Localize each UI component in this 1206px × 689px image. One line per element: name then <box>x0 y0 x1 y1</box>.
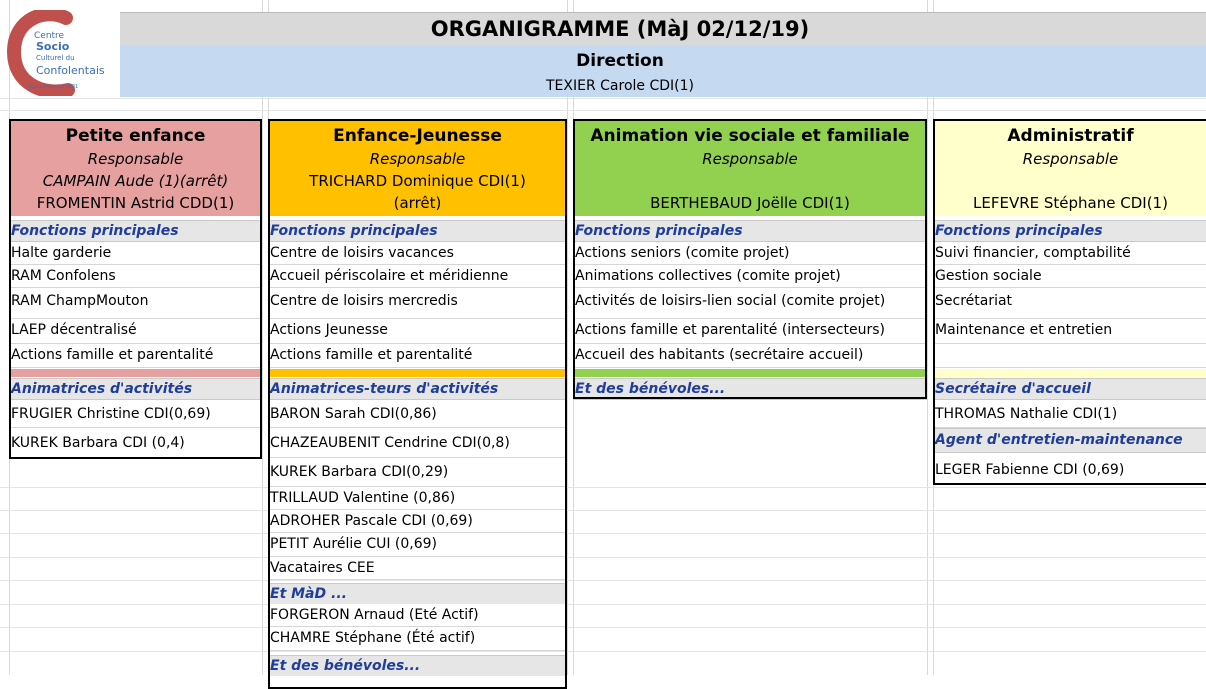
petite-enfance-section-fonctions: Fonctions principales <box>9 220 262 242</box>
table-row: KUREK Barbara CDI(0,29) <box>268 458 567 487</box>
list-item: Actions famille et parentalité (intersecteurs) <box>573 319 927 344</box>
list-item: Animations collectives (comite projet) <box>573 265 927 288</box>
list-item: RAM Confolens <box>9 265 262 288</box>
petite-enfance-header <box>9 119 262 216</box>
page-title: ORGANIGRAMME (MàJ 02/12/19) <box>430 17 810 41</box>
animation-header <box>573 119 927 216</box>
table-row: PETIT Aurélie CUI (0,69) <box>268 533 567 557</box>
table-row: BARON Sarah CDI(0,86) <box>268 400 567 428</box>
petite-enfance-name-1: CAMPAIN Aude (1)(arrêt) <box>42 172 229 190</box>
list-item: Actions famille et parentalité <box>9 344 262 368</box>
administratif-name-1 <box>935 170 1206 192</box>
administratif-role: Responsable <box>1022 150 1119 168</box>
animation-section-fonctions: Fonctions principales <box>573 220 927 242</box>
table-row: CHAMRE Stéphane (Été actif) <box>268 627 567 651</box>
enfance-jeunesse-section-fonctions: Fonctions principales <box>268 220 567 242</box>
administratif-name-2: LEFEVRE Stéphane CDI(1) <box>973 194 1168 212</box>
administratif-title: Administratif <box>1007 126 1134 146</box>
list-item: Halte garderie <box>9 242 262 265</box>
logo-line1: Centre <box>34 31 65 41</box>
animation-section-benevoles: Et des bénévoles... <box>573 378 927 400</box>
list-item <box>933 344 1206 368</box>
enfance-jeunesse-section-animatrices: Animatrices-teurs d'activités <box>268 378 567 400</box>
enfance-jeunesse-header <box>268 119 567 216</box>
list-item: RAM ChampMouton <box>9 288 262 319</box>
enfance-jeunesse-name-1: TRICHARD Dominique CDI(1) <box>309 172 526 190</box>
list-item: Actions famille et parentalité <box>268 344 567 368</box>
table-row: LEGER Fabienne CDI (0,69) <box>933 456 1206 484</box>
list-item: Accueil des habitants (secrétaire accueil) <box>573 344 927 368</box>
petite-enfance-title: Petite enfance <box>65 126 206 146</box>
logo-line3: Culturel du <box>36 54 75 62</box>
enfance-jeunesse-name-2: (arrêt) <box>393 194 442 212</box>
list-item: Actions Jeunesse <box>268 319 567 344</box>
enfance-jeunesse-section-benevoles: Et des bénévoles... <box>268 655 567 676</box>
enfance-jeunesse-role: Responsable <box>369 150 466 168</box>
list-item: Accueil périscolaire et méridienne <box>268 265 567 288</box>
table-row: THROMAS Nathalie CDI(1) <box>933 400 1206 428</box>
enfance-jeunesse-divider <box>268 369 567 377</box>
list-item: Actions seniors (comite projet) <box>573 242 927 265</box>
table-row: FORGERON Arnaud (Eté Actif) <box>268 604 567 627</box>
logo-line2: Socio <box>36 40 70 53</box>
animation-name-1 <box>575 170 925 192</box>
petite-enfance-section-animatrices: Animatrices d'activités <box>9 378 262 400</box>
table-row: FRUGIER Christine CDI(0,69) <box>9 400 262 428</box>
petite-enfance-name-2: FROMENTIN Astrid CDD(1) <box>36 194 235 212</box>
list-item: LAEP décentralisé <box>9 319 262 344</box>
list-item: Activités de loisirs-lien social (comite projet) <box>573 288 927 319</box>
administratif-header <box>933 119 1206 216</box>
petite-enfance-divider <box>9 369 262 377</box>
list-item: Centre de loisirs mercredis <box>268 288 567 319</box>
logo-graphic <box>6 10 118 96</box>
list-item: Secrétariat <box>933 288 1206 319</box>
list-item: Maintenance et entretien <box>933 319 1206 344</box>
logo-line4: Confolentais <box>36 64 105 77</box>
animation-name-2: BERTHEBAUD Joëlle CDI(1) <box>650 194 850 212</box>
logo-line5: Association loi 1901 <box>28 84 79 90</box>
direction-label: Direction <box>576 51 664 71</box>
animation-title: Animation vie sociale et familiale <box>590 126 910 146</box>
list-item: Gestion sociale <box>933 265 1206 288</box>
table-row: Vacataires CEE <box>268 557 567 580</box>
logo <box>6 10 118 96</box>
petite-enfance-role: Responsable <box>87 150 184 168</box>
table-row: TRILLAUD Valentine (0,86) <box>268 487 567 510</box>
animation-divider <box>573 369 927 377</box>
enfance-jeunesse-section-mad: Et MàD ... <box>268 583 567 605</box>
table-row: ADROHER Pascale CDI (0,69) <box>268 510 567 533</box>
administratif-section-secretaire: Secrétaire d'accueil <box>933 378 1206 400</box>
administratif-section-fonctions: Fonctions principales <box>933 220 1206 242</box>
list-item: Centre de loisirs vacances <box>268 242 567 265</box>
direction-name: TEXIER Carole CDI(1) <box>546 78 694 94</box>
administratif-divider <box>933 369 1206 377</box>
enfance-jeunesse-title: Enfance-Jeunesse <box>333 126 502 146</box>
table-row: KUREK Barbara CDI (0,4) <box>9 428 262 458</box>
list-item: Suivi financier, comptabilité <box>933 242 1206 265</box>
table-row: CHAZEAUBENIT Cendrine CDI(0,8) <box>268 428 567 458</box>
animation-role: Responsable <box>702 150 798 168</box>
administratif-section-agent: Agent d'entretien-maintenance <box>933 428 1206 453</box>
